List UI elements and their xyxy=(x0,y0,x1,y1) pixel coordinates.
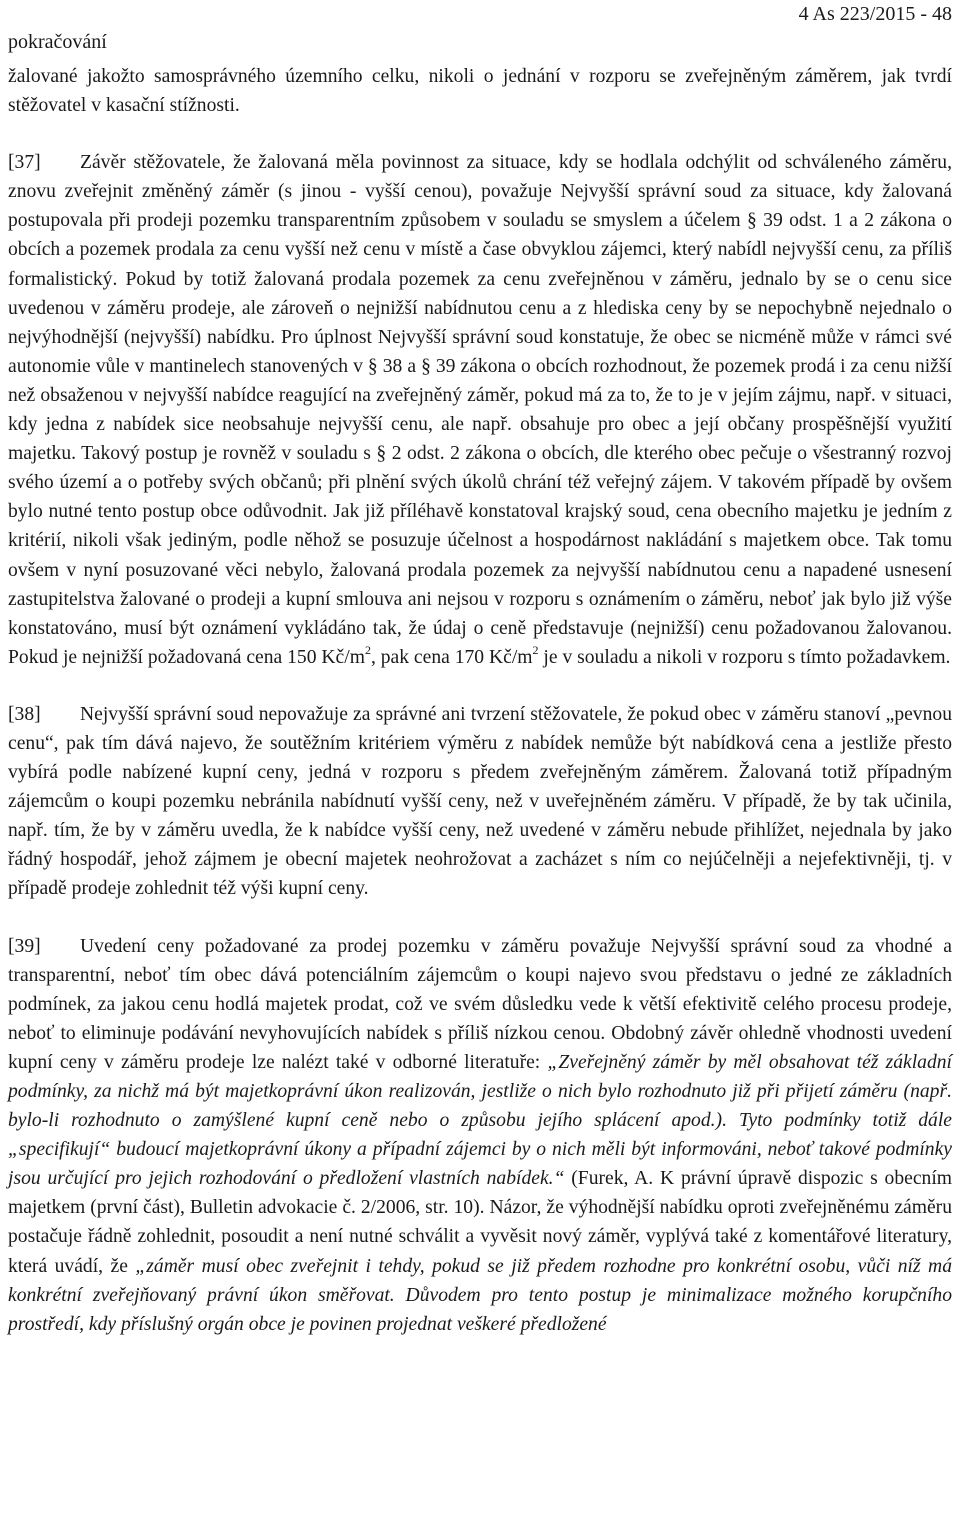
paragraph-38 xyxy=(8,700,952,904)
superscript: 2 xyxy=(532,643,539,658)
case-number: 4 As 223/2015 - 48 xyxy=(798,3,952,25)
document-page xyxy=(8,0,952,1339)
superscript: 2 xyxy=(364,643,371,658)
paragraph-37 xyxy=(8,148,952,672)
intro-paragraph: žalované jakožto samosprávného územního celku, nikoli o jednání v rozporu se zveřejněným záměrem, jak tvrdí stěžovatel v kasační stížnosti. xyxy=(8,66,952,117)
paragraph-number: [39] xyxy=(8,935,41,957)
commentary-quote: „záměr musí obec zveřejnit i tehdy, pokud se již předem rozhodne pro konkrétní osobu, vůči níž má konkrétní zveřejňovaný právní úkon směřovat. Důvodem pro tento postup je minimalizace možného korupčního prostředí, kdy příslušný orgán obce je povinen projednat veškeré předložené xyxy=(8,1255,953,1335)
paragraph-text: Závěr stěžovatele, že žalovaná měla povinnost za situace, kdy se hodlala odchýlit od schváleného záměru, znovu zveřejnit změněný záměr (s jinou - vyšší cenou), považuje Nejvyšší správní soud za situace, kdy žalovaná postupovala při prodeji pozemku transparentním způsobem v souladu se smyslem a účelem § 39 odst. 1 a 2 zákona o obcích a pozemek prodala za cenu vyšší než cenu v místě a čase obvyklou zájemci, který nabídl nejvyšší cenu, za příliš formalistický. Pokud by totiž žalovaná prodala pozemek za cenu zveřejněnou v záměru, jednalo by se o cenu sice uvedenou v záměru prodeje, ale zároveň o nejnižší nabídnutou cenu a z hlediska ceny by se nepochybně nejednalo o nejvýhodnější (nejvyšší) nabídku. Pro úplnost Nejvyšší správní soud konstatuje, že obec se nicméně může v rámci své autonomie vůle v mantinelech stanovených v § 38 a § 39 zákona o obcích rozhodnout, že pozemek prodá i za cenu nižší než obsaženou v nejvyšší nabídce reagující na zveřejněný záměr, pokud má za to, že to je v jejím zájmu, např. v situaci, kdy jedna z nabídek sice neobsahuje nejvyšší cenu, ale např. obsahuje pro obec a její občany prospěšnější využití majetku. Takový postup je rovněž v souladu s § 2 odst. 2 zákona o obcích, dle kterého obec pečuje o všestranný rozvoj svého území a o potřeby svých občanů; při plnění svých úkolů chrání též veřejný zájem. V takovém případě by ovšem bylo nutné tento postup obce odůvodnit. Jak již příléhavě konstatoval krajský soud, cena obecního majetku je jedním z kritérií, nikoli však jediným, podle něhož se posuzuje účelnost a hospodárnost nakládání s majetkem obce. Tak tomu ovšem v nyní posuzované věci nebylo, žalovaná prodala pozemek za nejvyšší nabídnutou cenu a napadené usnesení zastupitelstva žalované o prodeji a kupní smlouva ani nejsou v rozporu s oznámením o záměru, neboť jak bylo již výše konstatováno, musí být oznámení vykládáno tak, že údaj o ceně představuje (nejnižší) cenu požadovanou žalovanou. Pokud je nejnižší požadovaná cena 150 Kč/m xyxy=(8,152,952,668)
page-header xyxy=(8,0,952,60)
paragraph-39 xyxy=(8,932,952,1339)
paragraph-number: [37] xyxy=(8,152,41,174)
continuation-label: pokračování xyxy=(8,31,107,53)
paragraph-text: Nejvyšší správní soud nepovažuje za správné ani tvrzení stěžovatele, že pokud obec v záměru stanoví „pevnou cenu“, pak tím dává najevo, že soutěžním kritériem výměru z nabídek nemůže být nabídková cena a jestliže přesto vybírá podle nabízené kupní ceny, jedná v rozporu s předem zveřejněným záměrem. Žalovaná totiž případným zájemcům o koupi pozemku nebránila nabídnutí vyšší ceny, než v uveřejněném záměru. V případě, že by tak učinila, např. tím, že by v záměru uvedla, že k nabídce vyšší ceny, než uvedené v záměru nebude přihlížet, nejednala by jako řádný hospodář, jehož zájmem je obecní majetek neohrožovat a zacházet s ním co nejúčelněji a nejefektivněji, tj. v případě prodeje zohlednit též výši kupní ceny. xyxy=(8,703,952,900)
paragraph-text: (Furek, A. K právní úpravě dispozic s obecním majetkem (první část), Bulletin advokacie č. 2/2006, str. 10). Názor, že výhodnější nabídku oproti zveřejněnému záměru postačuje řádně zohlednit, posoudit a není nutné schválit a vyvěsit nový záměr, vyplývá také z komentářové literatury, která uvádí, že xyxy=(8,1168,952,1277)
literature-quote: „Zveřejněný záměr by měl obsahovat též základní podmínky, za nichž má být majetkoprávní úkon realizován, jestliže o nich bylo rozhodnuto již při přijetí záměru (např. bylo-li rozhodnuto o zamýšlené kupní ceně nebo o způsobu jejího splácení apod.). Tyto podmínky totiž dále „specifikují“ budoucí majetkoprávní úkony a případní zájemci by o nich měli být informováni, neboť takové podmínky jsou určující pro jejich rozhodování o předložení vlastních nabídek.“ xyxy=(8,1051,952,1190)
paragraph-text: Uvedení ceny požadované za prodej pozemku v záměru považuje Nejvyšší správní soud za vhodné a transparentní, neboť tím obec dává potenciálním zájemcům o koupi najevo svou představu o jedné ze základních podmínek, za jakou cenu hodlá majetek prodat, což ve svém důsledku vede k větší efektivitě celého procesu prodeje, neboť to eliminuje podávání nevyhovujících nabídek s příliš nízkou cenou. Obdobný závěr ohledně vhodnosti uvedení kupní ceny v záměru prodeje lze nalézt také v odborné literatuře: xyxy=(8,935,952,1073)
paragraph-text: , pak cena 170 Kč/m xyxy=(370,646,533,668)
document-body xyxy=(8,62,952,1339)
paragraph-number: [38] xyxy=(8,703,41,725)
paragraph-text: je v souladu a nikoli v rozporu s tímto požadavkem. xyxy=(538,646,951,668)
